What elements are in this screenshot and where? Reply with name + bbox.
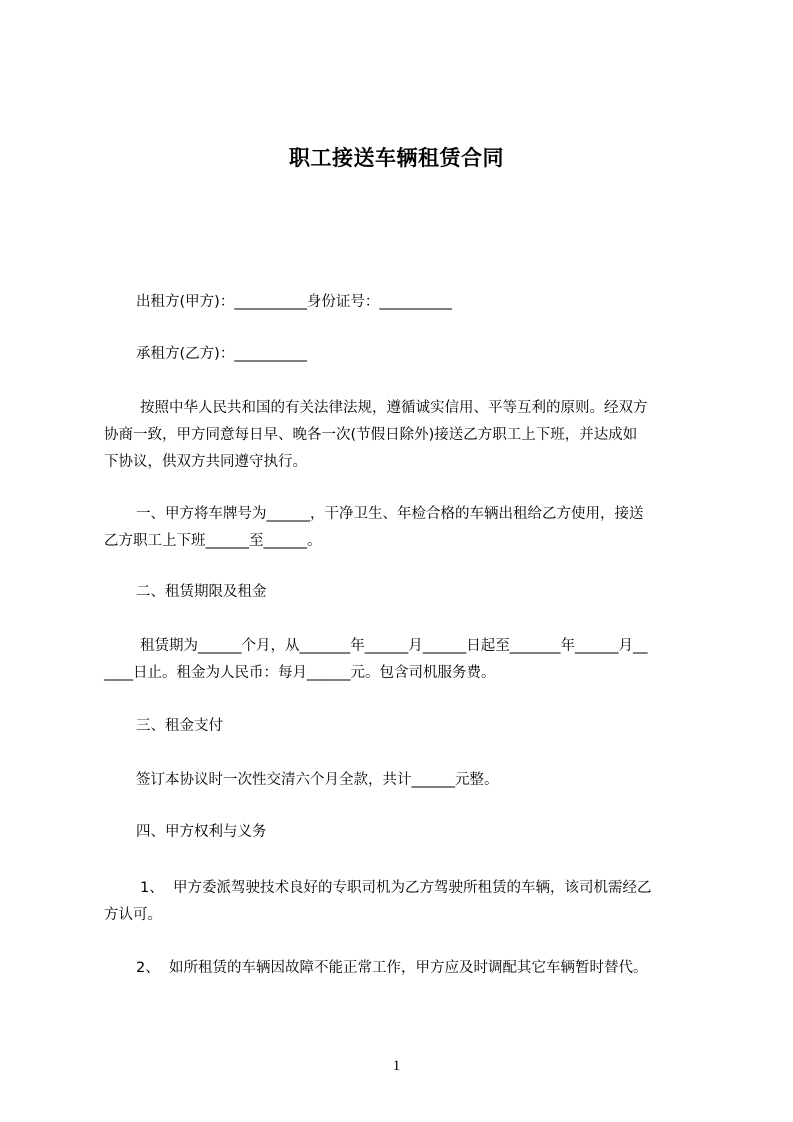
section-2-line-1: 租赁期为______个月，从_______年______月______日起至_______年______月__ [140, 638, 648, 654]
section-2-heading: 二、租赁期限及租金 [136, 584, 267, 600]
section-4-heading: 四、甲方权利与义务 [136, 824, 267, 840]
lessor-line: 出租方(甲方)：__________身份证号：__________ [136, 294, 452, 310]
section-4-item-2-line-1: 2、 如所租赁的车辆因故障不能正常工作，甲方应及时调配其它车辆暂时替代。 [136, 960, 648, 976]
intro-line-1: 按照中华人民共和国的有关法律法规，遵循诚实信用、平等互利的原则。经双方 [140, 400, 648, 416]
lessee-line: 承租方(乙方)：__________ [136, 346, 307, 362]
intro-line-2: 协商一致，甲方同意每日早、晚各一次(节假日除外)接送乙方职工上下班，并达成如 [104, 427, 638, 443]
section-2-line-2: ____日止。租金为人民币：每月______元。包含司机服务费。 [104, 665, 496, 681]
section-4-item-1-line-2: 方认可。 [104, 907, 162, 923]
section-3-heading: 三、租金支付 [136, 718, 223, 734]
section-3-line-1: 签订本协议时一次性交清六个月全款，共计______元整。 [136, 772, 499, 788]
clause-1-line-2: 乙方职工上下班______至______。 [104, 533, 322, 549]
clause-1-line-1: 一、甲方将车牌号为______，干净卫生、年检合格的车辆出租给乙方使用，接送 [136, 506, 644, 522]
section-4-item-1-line-1: 1、 甲方委派驾驶技术良好的专职司机为乙方驾驶所租赁的车辆，该司机需经乙 [140, 880, 652, 896]
page-number: 1 [392, 1058, 401, 1074]
document-title: 职工接送车辆租赁合同 [289, 146, 504, 170]
intro-line-3: 下协议，供双方共同遵守执行。 [104, 454, 307, 470]
